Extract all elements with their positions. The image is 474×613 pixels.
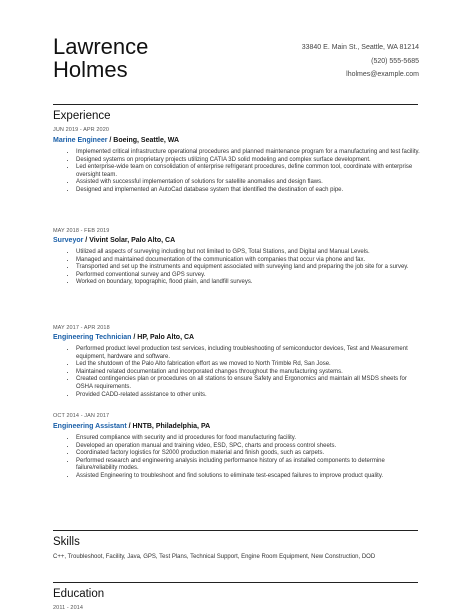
contact-block xyxy=(302,41,419,82)
bullet: • Performed conventional survey and GPS survey. xyxy=(76,272,421,280)
bullet: • Assisted Engineering to troubleshoot and find solutions to eliminate test-escaped failures to improve product quality. xyxy=(76,473,421,481)
skills-list: C++, Troubleshoot, Facility, Java, GPS, Test Plans, Technical Support, Engine Room Equipment, New Construction, DOD xyxy=(53,554,376,560)
email: lholmes@example.com xyxy=(346,71,419,78)
bullet: • Assisted with successful implementation of solutions for satellite anomalies and design flaws. xyxy=(76,179,421,187)
bullet: • Maintained related documentation and incorporated changes throughout the manufacturing systems. xyxy=(76,369,421,377)
job-role: Marine Engineer xyxy=(53,137,108,144)
bullet: • Performed product level production test services, including troubleshooting of semiconductor devices, Test and Measurement equipment, hardware and software. xyxy=(76,346,421,361)
candidate-name xyxy=(53,35,148,81)
job-role: Engineering Technician xyxy=(53,334,132,341)
divider xyxy=(53,582,418,583)
bullet: • Developed an operation manual and training video, ESD, SPC, charts and process control sheets. xyxy=(76,443,421,451)
first-name: Lawrence xyxy=(53,34,149,59)
job-company: / Vivint Solar, Palo Alto, CA xyxy=(83,237,176,244)
bullet: • Provided CADD-related assistance to other units. xyxy=(76,392,421,400)
job-bullets xyxy=(62,249,421,287)
phone: (520) 555-5685 xyxy=(371,57,419,65)
job-role: Surveyor xyxy=(53,237,84,244)
bullet: • Implemented critical infrastructure operational procedures and planned maintenance program for a manufacturing and test facility. xyxy=(76,149,421,157)
job-dates: MAY 2017 - APR 2018 xyxy=(53,325,110,331)
job-role: Engineering Assistant xyxy=(53,423,127,430)
job-company: / Boeing, Seattle, WA xyxy=(107,137,180,144)
job-title xyxy=(53,334,194,341)
bullet: • Led the shutdown of the Palo Alto fabrication effort as we moved to North Trimble Rd, San Jose. xyxy=(76,361,421,369)
job-company: / HP, Palo Alto, CA xyxy=(131,334,195,341)
job-title xyxy=(53,423,210,430)
job-dates: OCT 2014 - JAN 2017 xyxy=(53,413,110,419)
address: 33840 E. Main St., Seattle, WA 81214 xyxy=(301,44,419,51)
job-title xyxy=(53,137,179,144)
bullet: • Designed systems on proprietary projects utilizing CATIA 3D solid modeling and complex surface development. xyxy=(76,157,421,165)
bullet: • Designed and implemented an AutoCad database system that identified the destination of each pipe. xyxy=(76,187,421,195)
bullet: • Managed and maintained documentation of the communication with companies that occur via phone and fax. xyxy=(76,257,421,265)
divider xyxy=(53,104,418,105)
bullet: • Created contingencies plan or procedures on all stations to ensure Safety and Ergonomics and maintain all MSDS sheets for OSHA requirements. xyxy=(76,376,421,391)
last-name: Holmes xyxy=(53,57,128,82)
job-dates: MAY 2018 - FEB 2019 xyxy=(53,228,110,234)
divider xyxy=(53,530,418,531)
bullet: • Performed research and engineering analysis including performance history of as installed components to determine failure/reliability modes. xyxy=(76,458,421,473)
job-bullets xyxy=(62,435,421,481)
bullet: • Worked on boundary, topographic, flood plain, and landfill surveys. xyxy=(76,279,421,287)
skills-heading: Skills xyxy=(53,536,80,548)
bullet: • Transported and set up the instruments and equipment associated with surveying land and preparing the job site for a survey. xyxy=(76,264,421,272)
job-dates: JUN 2019 - APR 2020 xyxy=(53,127,110,133)
bullet: • Utilized all aspects of surveying including but not limited to GPS, Total Stations, and Digital and Manual Levels. xyxy=(76,249,421,257)
job-bullets xyxy=(62,346,421,399)
education-heading: Education xyxy=(53,588,105,600)
bullet: • Led enterprise-wide team on consolidation of enterprise refrigerant procedures, define common tool, coordinate with enterprise oversight team. xyxy=(76,164,421,179)
job-title xyxy=(53,237,175,244)
job-bullets xyxy=(62,149,421,195)
education-dates: 2011 - 2014 xyxy=(53,605,84,611)
job-company: / HNTB, Philadelphia, PA xyxy=(126,423,211,430)
bullet: • Ensured compliance with security and id procedures for food manufacturing facility. xyxy=(76,435,421,443)
experience-heading: Experience xyxy=(53,110,111,122)
bullet: • Coordinated factory logistics for S2000 production material and finish goods, such as carpets. xyxy=(76,450,421,458)
